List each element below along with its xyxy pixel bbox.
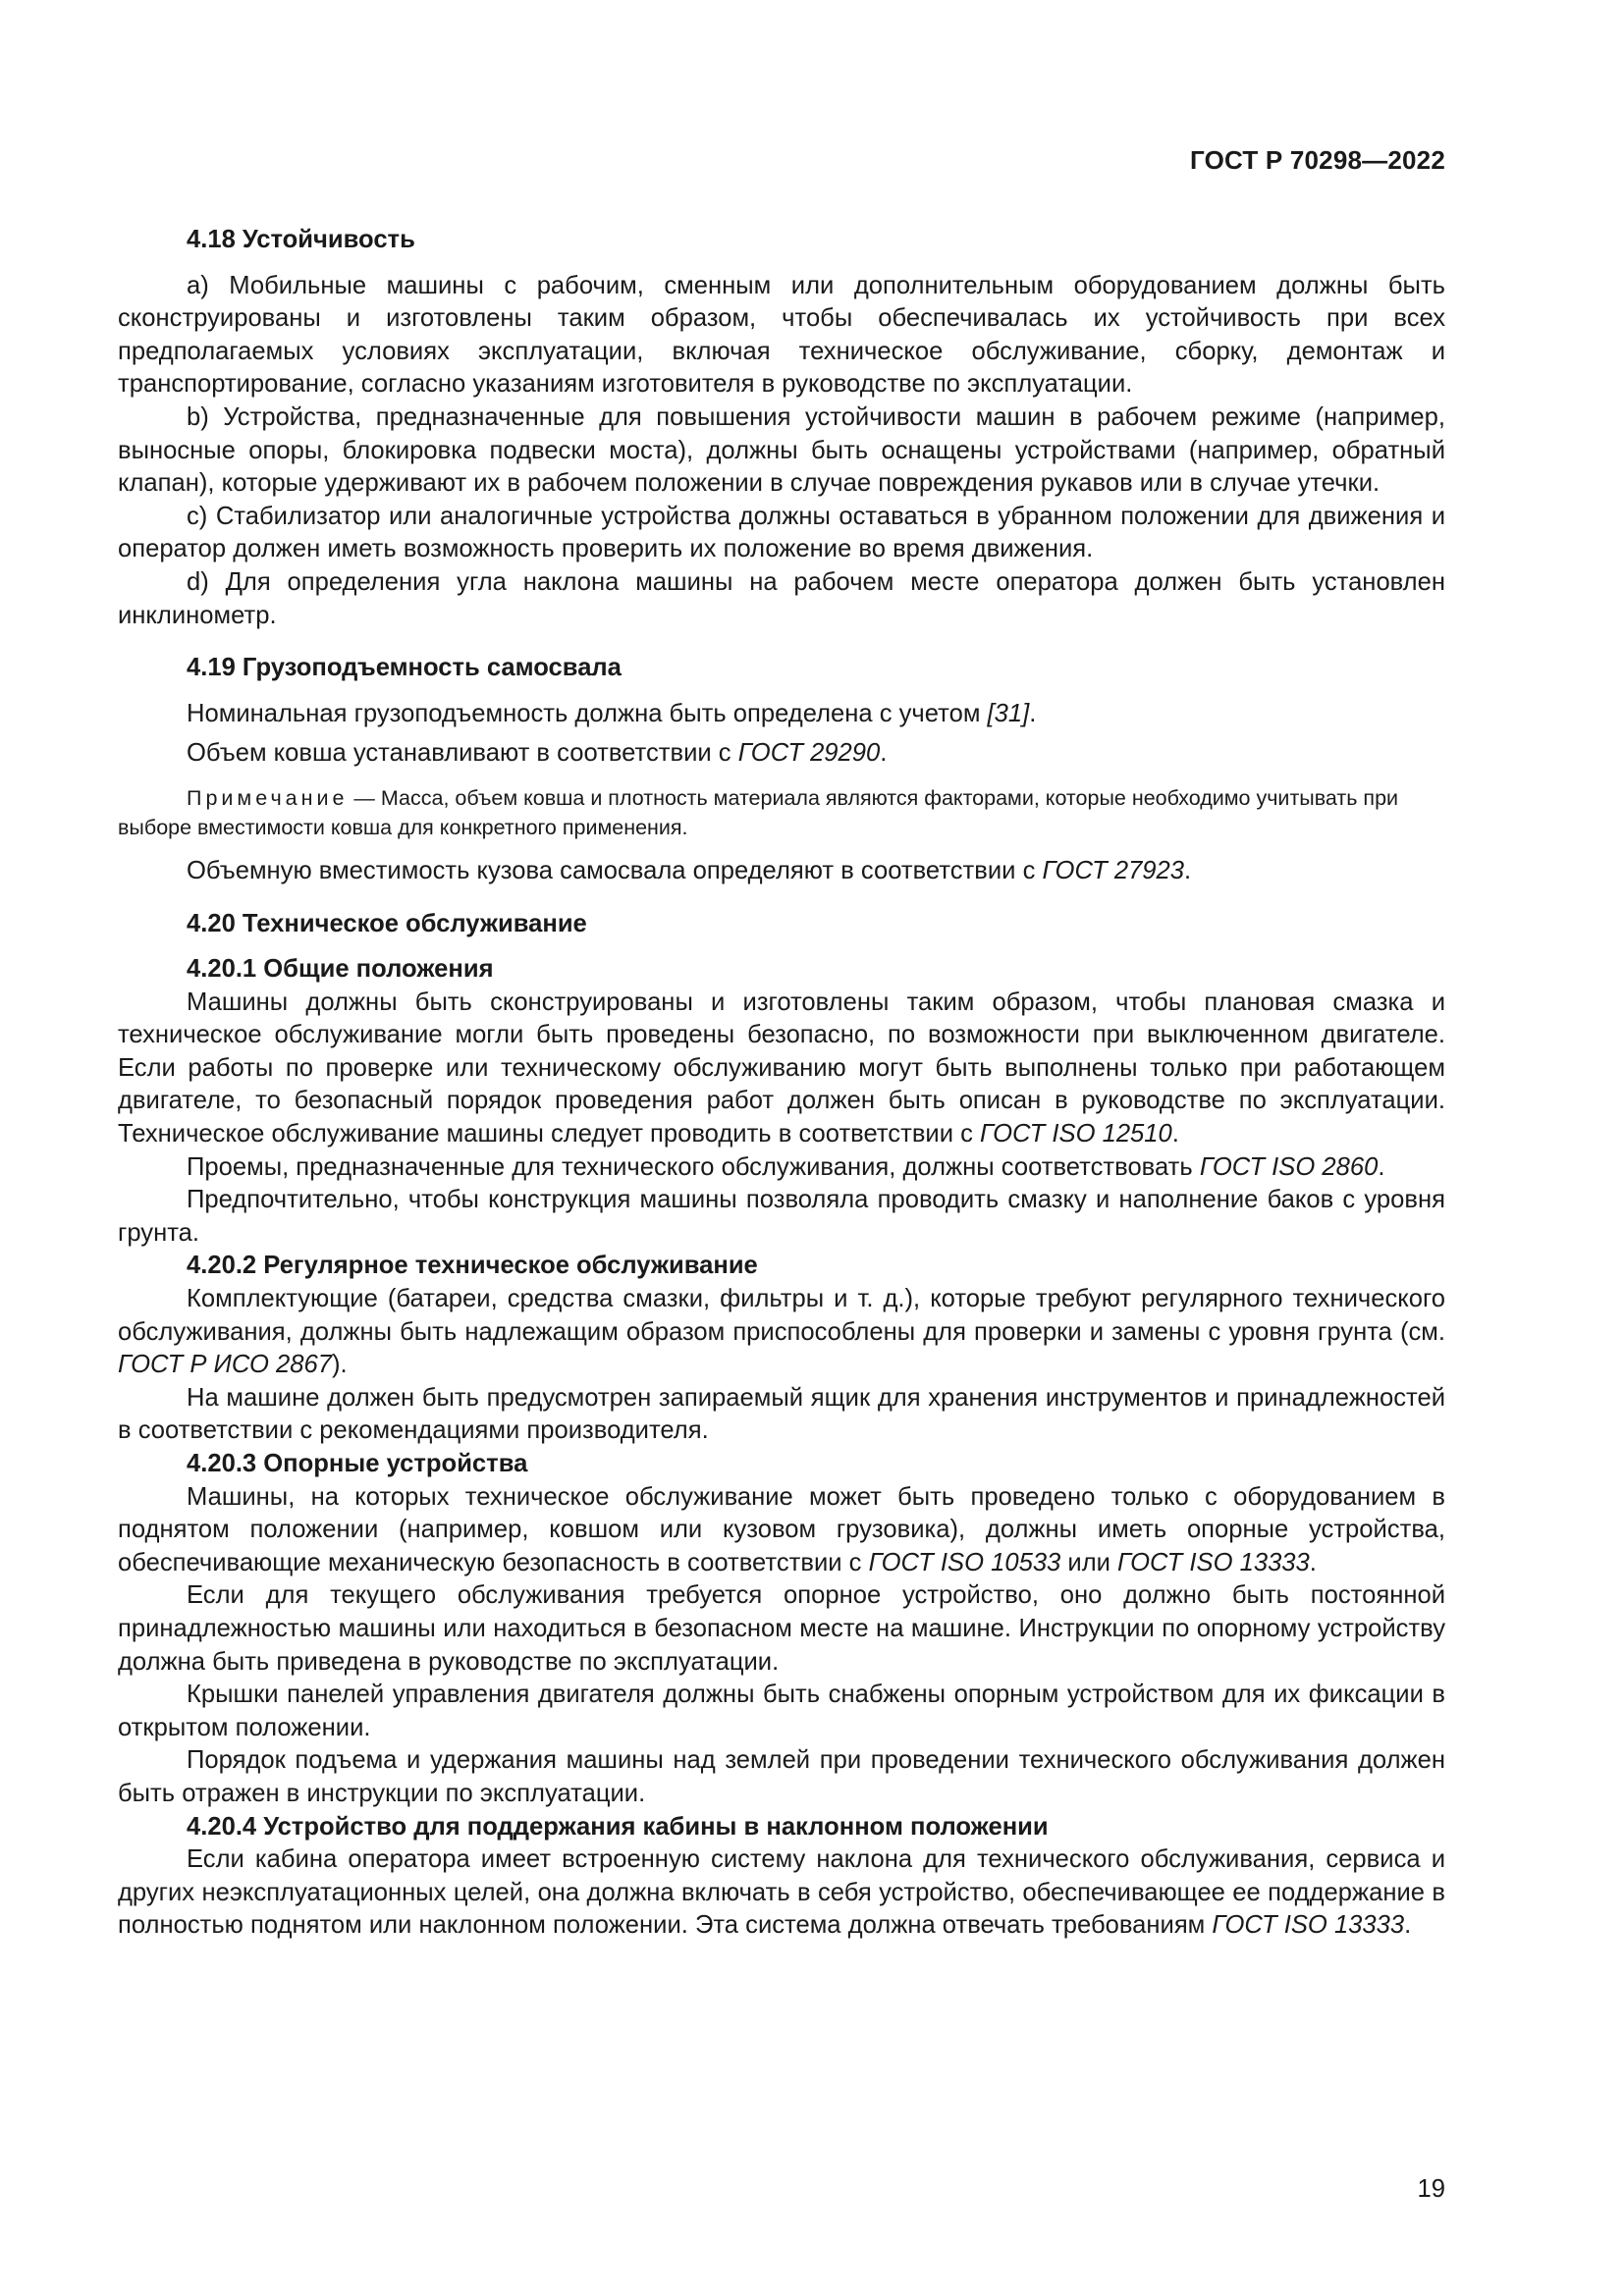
paragraph-4-19-3: Объемную вместимость кузова самосвала определяют в соответствии с ГОСТ 27923. [187, 856, 1192, 884]
reference-gost-iso-13333-b: ГОСТ ISO 13333 [1212, 1911, 1405, 1940]
document-body [118, 224, 1445, 1943]
paragraph-4-20-3-2: Если для текущего обслуживания требуется опорное устройство, оно должно быть постоянной принадлежностью машины или находиться в безопасном месте на машине. Инструкции по опорному устройству должна быть приведена в руководстве по эксплуатации. [118, 1581, 1445, 1676]
note-4-19: Примечание — Масса, объем ковша и плотность материала являются факторами, которые необходимо учитывать при выборе вместимости ковша для конкретного применения. [118, 785, 1399, 839]
subsection-title-4-20-2: 4.20.2 Регулярное техническое обслуживание [187, 1252, 758, 1280]
paragraph-4-20-4-1: Если кабина оператора имеет встроенную систему наклона для технического обслуживания, сервиса и других неэксплуатационных целей, она должна включать в себя устройство, обеспечивающее ее поддержание в полностью поднятом или наклонном положении. Эта система должна отвечать требованиям ГОСТ ISO 13333. [118, 1845, 1445, 1940]
subsection-title-4-20-1: 4.20.1 Общие положения [187, 955, 494, 984]
section-title-4-18: 4.18 Устойчивость [187, 226, 415, 253]
subsection-title-4-20-4: 4.20.4 Устройство для поддержания кабины в наклонном положении [187, 1812, 1049, 1841]
reference-gost-r-iso-2867: ГОСТ Р ИСО 2867 [118, 1351, 332, 1379]
section-title-4-19: 4.19 Грузоподъемность самосвала [187, 654, 622, 682]
note-label: Примечание [187, 785, 349, 810]
reference-gost-29290: ГОСТ 29290 [737, 739, 881, 768]
document-header: ГОСТ Р 70298—2022 [1190, 145, 1445, 175]
paragraph-4-20-1-3: Предпочтительно, чтобы конструкция машины позволяла проводить смазку и наполнение баков с уровня грунта. [118, 1186, 1445, 1247]
section-title-4-20: 4.20 Техническое обслуживание [187, 909, 587, 937]
paragraph-4-19-2: Объем ковша устанавливают в соответствии с ГОСТ 29290. [187, 739, 888, 768]
reference-31: [31] [987, 699, 1030, 727]
paragraph-4-20-3-4: Порядок подъема и удержания машины над землей при проведении технического обслуживания должен быть отражен в инструкции по эксплуатации. [118, 1746, 1445, 1807]
paragraph-4-18-c: c) Стабилизатор или аналогичные устройства должны оставаться в убранном положении для движения и оператор должен иметь возможность проверить их положение во время движения. [118, 502, 1445, 563]
paragraph-4-20-1-1: Машины должны быть сконструированы и изготовлены таким образом, чтобы плановая смазка и техническое обслуживание могли быть проведены безопасно, по возможности при выключенном двигателе. Если работы по проверке или техническому обслуживанию могут быть выполнены только при работающем двигателе, то безопасный порядок проведения работ должен быть описан в руководстве по эксплуатации. Техническое обслуживание машины следует проводить в соответствии с ГОСТ ISO 12510. [118, 988, 1445, 1148]
paragraph-4-20-3-3: Крышки панелей управления двигателя должны быть снабжены опорным устройством для их фиксации в открытом положении. [118, 1681, 1445, 1741]
paragraph-4-18-b: b) Устройства, предназначенные для повышения устойчивости машин в рабочем режиме (например, выносные опоры, блокировка подвески моста), должны быть оснащены устройствами (например, обратный клапан), которые удерживают их в рабочем положении в случае повреждения рукавов или в случае утечки. [118, 402, 1445, 498]
subsection-title-4-20-3: 4.20.3 Опорные устройства [187, 1450, 528, 1477]
reference-gost-27923: ГОСТ 27923 [1042, 856, 1185, 884]
paragraph-4-20-1-2: Проемы, предназначенные для технического обслуживания, должны соответствовать ГОСТ ISO 2860. [187, 1152, 1385, 1181]
paragraph-4-20-2-1: Комплектующие (батареи, средства смазки, фильтры и т. д.), которые требуют регулярного технического обслуживания, должны быть надлежащим образом приспособлены для проверки и замены с уровня грунта (см. ГОСТ Р ИСО 2867). [118, 1285, 1445, 1379]
reference-gost-iso-13333: ГОСТ ISO 13333 [1117, 1548, 1310, 1576]
paragraph-4-18-a: a) Мобильные машины с рабочим, сменным или дополнительным оборудованием должны быть сконструированы и изготовлены таким образом, чтобы обеспечивалась их устойчивость при всех предполагаемых условиях эксплуатации, включая техническое обслуживание, сборку, демонтаж и транспортирование, согласно указаниям изготовителя в руководстве по эксплуатации. [118, 271, 1445, 399]
page-number: 19 [1417, 2175, 1445, 2203]
paragraph-4-20-3-1: Машины, на которых техническое обслуживание может быть проведено только с оборудованием в поднятом положении (например, ковшом или кузовом грузовика), должны иметь опорные устройства, обеспечивающие механическую безопасность в соответствии с ГОСТ ISO 10533 или ГОСТ ISO 13333. [118, 1482, 1445, 1576]
reference-gost-iso-10533: ГОСТ ISO 10533 [868, 1548, 1061, 1576]
paragraph-4-19-1: Номинальная грузоподъемность должна быть определена с учетом [31]. [187, 699, 1037, 727]
paragraph-4-18-d: d) Для определения угла наклона машины на рабочем месте оператора должен быть установлен инклинометр. [118, 567, 1445, 629]
reference-gost-iso-2860: ГОСТ ISO 2860 [1199, 1152, 1379, 1181]
reference-gost-iso-12510: ГОСТ ISO 12510 [980, 1120, 1172, 1148]
paragraph-4-20-2-2: На машине должен быть предусмотрен запираемый ящик для хранения инструментов и принадлежностей в соответствии с рекомендациями производителя. [118, 1383, 1445, 1445]
